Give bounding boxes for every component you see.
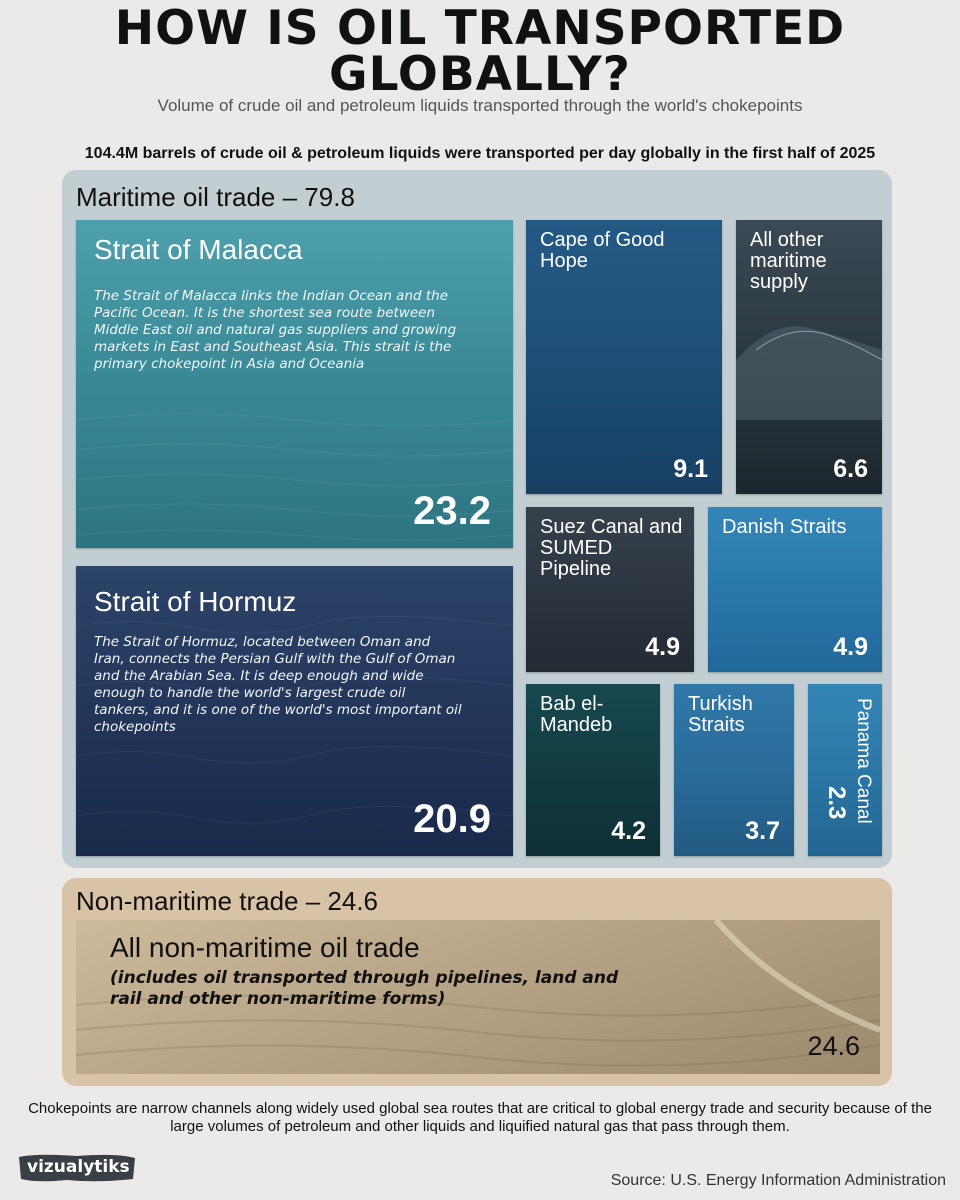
tile-name: All other maritime supply bbox=[750, 229, 827, 293]
tile-name: Panama Canal bbox=[853, 698, 874, 824]
tile-bab-el-mandeb bbox=[526, 684, 660, 856]
tile-value: 4.2 bbox=[611, 817, 646, 845]
tile-value: 3.7 bbox=[745, 817, 780, 845]
tile-name: Suez Canal and SUMED Pipeline bbox=[540, 516, 683, 580]
source-credit: Source: U.S. Energy Information Administration bbox=[610, 1172, 946, 1189]
non-maritime-panel bbox=[62, 878, 892, 1086]
chokepoint-footnote: Chokepoints are narrow channels along widely used global sea routes that are critical to global energy trade and security because of the large volumes of petroleum and other liquids and liquified natural gas that pass through them. bbox=[28, 1100, 932, 1135]
tile-cape-of-good-hope bbox=[526, 220, 722, 494]
tile-strait-of-hormuz bbox=[76, 566, 513, 856]
brand-logo bbox=[17, 1153, 137, 1183]
tile-name: Turkish Straits bbox=[688, 693, 753, 736]
vertical-value-box bbox=[822, 786, 862, 846]
tile-turkish-straits bbox=[674, 684, 794, 856]
maritime-panel bbox=[62, 170, 892, 868]
tile-value: 24.6 bbox=[807, 1031, 860, 1061]
tile-value: 4.9 bbox=[833, 633, 868, 661]
page-title: HOW IS OIL TRANSPORTED GLOBALLY? bbox=[114, 1, 846, 102]
tile-name: All non-maritime oil trade bbox=[110, 932, 420, 963]
tile-panama-canal bbox=[808, 684, 882, 856]
tile-name: Bab el-Mandeb bbox=[540, 693, 613, 736]
tile-description: The Strait of Hormuz, located between Oman and Iran, connects the Persian Gulf with the Gulf of Oman and the Arabian Sea. It is deep enough and wide enough to handle the world's largest crude oil tankers, and it is one of the world's most important oil chokepoints bbox=[94, 634, 462, 735]
tile-name: Danish Straits bbox=[722, 516, 847, 538]
tile-suez-canal-sumed bbox=[526, 507, 694, 672]
non-maritime-heading: Non-maritime trade – 24.6 bbox=[76, 886, 379, 916]
tile-description: The Strait of Malacca links the Indian Ocean and the Pacific Ocean. It is the shortest sea route between Middle East oil and natural gas suppliers and growing markets in East and Southeast Asia. This strait is the primary chokepoint in Asia and Oceania bbox=[94, 288, 457, 372]
tile-value: 4.9 bbox=[645, 633, 680, 661]
tile-name: Cape of Good Hope bbox=[540, 229, 665, 272]
tile-strait-of-malacca bbox=[76, 220, 513, 548]
tile-all-non-maritime-oil-trade bbox=[76, 920, 880, 1074]
tile-value: 20.9 bbox=[413, 797, 491, 841]
maritime-heading: Maritime oil trade – 79.8 bbox=[76, 182, 355, 212]
tile-name: Strait of Hormuz bbox=[94, 586, 297, 617]
logo-text: vizualytiks bbox=[27, 1157, 130, 1177]
tile-note: (includes oil transported through pipelines, land and rail and other non-maritime forms) bbox=[110, 968, 619, 1009]
tile-value: 23.2 bbox=[413, 489, 491, 533]
tile-danish-straits bbox=[708, 507, 882, 672]
page-subtitle: Volume of crude oil and petroleum liquids transported through the world's chokepoints bbox=[157, 96, 803, 115]
tile-value: 2.3 bbox=[823, 786, 850, 820]
tile-name: Strait of Malacca bbox=[94, 234, 303, 265]
tile-value: 9.1 bbox=[673, 455, 708, 483]
tile-all-other-maritime-supply bbox=[736, 220, 882, 494]
intro-statement: 104.4M barrels of crude oil & petroleum liquids were transported per day globally in the first half of 2025 bbox=[84, 145, 876, 162]
tile-value: 6.6 bbox=[833, 455, 868, 483]
